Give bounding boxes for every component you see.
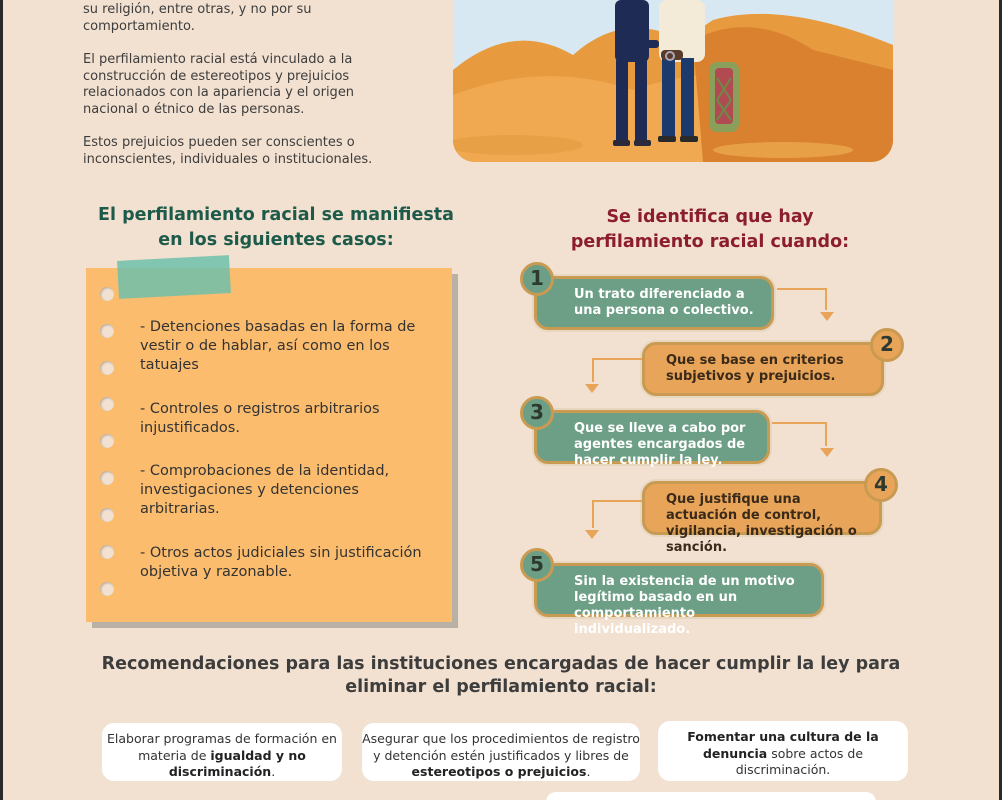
recommendation-card-3: [658, 721, 908, 781]
step-3-box: [534, 410, 770, 468]
binder-hole: [100, 397, 114, 411]
left-section-heading: El perfilamiento racial se manifiesta en los siguientes casos:: [98, 205, 454, 250]
step-2-box: [642, 342, 884, 396]
case-item: - Detenciones basadas en la forma de vestir o de hablar, así como en los tatuajes: [140, 319, 416, 373]
connector-2: [592, 358, 642, 382]
recommendation-card-2: [362, 723, 640, 781]
connector-4: [592, 500, 642, 528]
tape-strip: [117, 255, 231, 299]
intro-paragraph-2: El perfilamiento racial está vinculado a la construcción de estereotipos y prejuicios relacionados con la apariencia y el origen nacional o étnico de las personas.: [83, 52, 355, 117]
binder-hole: [100, 582, 114, 596]
binder-hole: [100, 508, 114, 522]
rec-1-bold: igualdad y no discriminación: [168, 747, 306, 779]
binder-hole: [100, 434, 114, 448]
step-4-badge: 4: [864, 468, 898, 502]
step-2-text: Que se base en criterios subjetivos y prejuicios.: [666, 353, 844, 384]
case-item: - Comprobaciones de la identidad, investigaciones y detenciones arbitrarias.: [140, 463, 390, 517]
arrow-down-icon: [820, 312, 834, 321]
rec-1-end: .: [271, 764, 276, 779]
arrow-down-icon: [585, 384, 599, 393]
rec-1-text: Elaborar programas de formación en materia de: [107, 731, 337, 763]
step-1-box: [534, 276, 774, 330]
connector-3: [772, 422, 827, 446]
step-3-text: Que se lleve a cabo por agentes encargados de hacer cumplir la ley.: [574, 421, 746, 468]
rec-3-bold: Fomentar una cultura de la denuncia: [687, 729, 879, 761]
intro-paragraph-1: su religión, entre otras, y no por su comportamiento.: [83, 2, 312, 34]
recommendations-heading: Recomendaciones para las instituciones encargadas de hacer cumplir la ley para eliminar el perfilamiento racial:: [101, 654, 901, 697]
backpack: [709, 62, 739, 132]
case-item: - Otros actos judiciales sin justificación objetiva y razonable.: [140, 545, 422, 580]
intro-text: [83, 0, 403, 185]
step-2-badge: 2: [870, 328, 904, 362]
case-item: - Controles o registros arbitrarios injustificados.: [140, 401, 380, 436]
binder-hole: [100, 545, 114, 559]
step-3-badge: 3: [520, 396, 554, 430]
rec-2-bold: estereotipos o prejuicios: [411, 764, 587, 779]
step-5-text: Sin la existencia de un motivo legítimo basado en un comportamiento individualizado.: [574, 574, 795, 637]
rec-3-text: sobre actos de discriminación.: [735, 745, 864, 777]
recommendation-card-partial: [546, 792, 876, 800]
step-4-box: [642, 481, 882, 555]
step-1-text: Un trato diferenciado a una persona o colectivo.: [574, 287, 754, 318]
right-section-heading: Se identifica que hay perfilamiento racial cuando:: [570, 207, 850, 252]
intro-paragraph-3: Estos prejuicios pueden ser conscientes o inconscientes, individuales o institucionales.: [83, 135, 373, 167]
connector-1: [777, 288, 827, 310]
step-5-box: [534, 563, 824, 637]
binder-hole: [100, 361, 114, 375]
arrow-down-icon: [820, 448, 834, 457]
illustration-svg: [453, 0, 893, 162]
step-5-badge: 5: [520, 548, 554, 582]
binder-hole: [100, 287, 114, 301]
binder-hole: [100, 324, 114, 338]
recommendation-card-1: [102, 723, 342, 781]
step-1-badge: 1: [520, 262, 554, 296]
arrow-down-icon: [585, 530, 599, 539]
left-frame-border: [0, 0, 3, 800]
binder-hole: [100, 471, 114, 485]
rec-2-text: Asegurar que los procedimientos de registro y detención estén justificados y libres de: [362, 731, 640, 763]
step-4-text: Que justifique una actuación de control, vigilancia, investigación o sanción.: [666, 492, 857, 555]
rec-2-end: .: [586, 764, 591, 779]
desert-detention-illustration: [453, 0, 893, 162]
